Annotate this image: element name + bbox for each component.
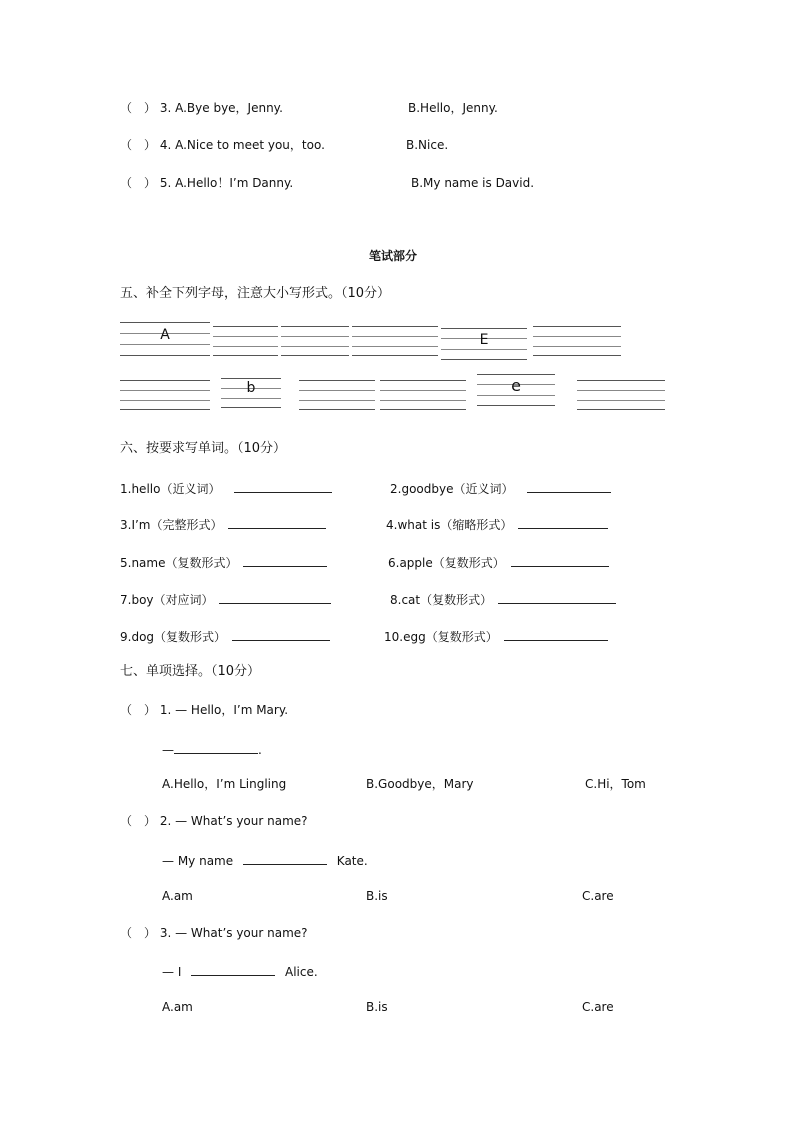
letter-box-2-4[interactable] <box>380 380 466 410</box>
answer-blank[interactable] <box>219 590 331 604</box>
letter-E: E <box>479 332 489 348</box>
listening-item-5-option-b: B.My name is David. <box>411 176 535 190</box>
word-item-2: 2.goodbye（近义词） <box>390 479 611 497</box>
mc-question-1-option-b: B.Goodbye，Mary <box>366 777 474 791</box>
answer-bracket[interactable]: （ ） <box>120 176 157 190</box>
mc-question-1-option-c: C.Hi，Tom <box>585 777 646 791</box>
letter-box-2-5[interactable] <box>477 374 555 406</box>
option-a: 4. A.Nice to meet you，too. <box>159 138 325 152</box>
letter-box-1-1[interactable] <box>120 322 210 356</box>
listening-item-3-option-b: B.Hello，Jenny. <box>408 101 498 115</box>
answer-bracket[interactable]: （ ） <box>120 138 157 152</box>
mc-question-2-option-c: C.are <box>582 889 614 903</box>
mc-question-1: （ ） 1. — Hello，I’m Mary. <box>120 703 289 717</box>
mc-question-3-reply: — I Alice. <box>162 962 318 980</box>
mc-question-2: （ ） 2. — What’s your name? <box>120 814 308 828</box>
answer-blank[interactable] <box>174 740 258 754</box>
option-a: 5. A.Hello！I’m Danny. <box>159 176 294 190</box>
letter-e: e <box>511 376 521 395</box>
letter-box-1-6[interactable] <box>533 326 621 356</box>
option-a: 3. A.Bye bye，Jenny. <box>159 101 283 115</box>
mc-question-2-reply: — My name Kate. <box>162 851 368 869</box>
letter-box-1-3[interactable] <box>281 326 349 356</box>
mc-question-3-option-c: C.are <box>582 1000 614 1014</box>
listening-item-4 <box>120 137 325 153</box>
mc-question-3-option-b: B.is <box>366 1000 388 1014</box>
answer-blank[interactable] <box>511 553 609 567</box>
word-item-7: 7.boy（对应词） <box>120 590 331 608</box>
listening-item-3 <box>120 100 283 116</box>
answer-bracket[interactable]: （ ） <box>120 926 157 940</box>
letter-A: A <box>160 327 170 343</box>
listening-item-4-option-b: B.Nice. <box>406 138 449 152</box>
letter-box-2-2[interactable] <box>221 378 281 408</box>
word-item-3: 3.I’m（完整形式） <box>120 515 326 533</box>
letter-box-1-5[interactable] <box>441 328 527 360</box>
mc-question-3: （ ） 3. — What’s your name? <box>120 926 308 940</box>
word-item-9: 9.dog（复数形式） <box>120 627 330 645</box>
letter-box-2-6[interactable] <box>577 380 665 410</box>
word-item-4: 4.what is（缩略形式） <box>386 515 608 533</box>
answer-bracket[interactable]: （ ） <box>120 703 157 717</box>
answer-bracket[interactable]: （ ） <box>120 814 157 828</box>
letter-box-2-1[interactable] <box>120 380 210 410</box>
answer-blank[interactable] <box>527 479 611 493</box>
letter-box-1-2[interactable] <box>213 326 278 356</box>
letter-box-1-4[interactable] <box>352 326 438 356</box>
word-item-10: 10.egg（复数形式） <box>384 627 608 645</box>
section5-heading: 五、补全下列字母，注意大小写形式。（10分） <box>120 286 391 301</box>
section7-heading: 七、单项选择。（10分） <box>120 664 261 679</box>
word-item-6: 6.apple（复数形式） <box>388 553 609 571</box>
answer-blank[interactable] <box>234 479 332 493</box>
answer-blank[interactable] <box>228 515 326 529</box>
word-item-5: 5.name（复数形式） <box>120 553 327 571</box>
letter-b: b <box>246 380 256 396</box>
answer-blank[interactable] <box>518 515 608 529</box>
mc-question-3-option-a: A.am <box>162 1000 193 1014</box>
section6-heading: 六、按要求写单词。（10分） <box>120 441 287 456</box>
letter-box-2-3[interactable] <box>299 380 375 410</box>
answer-blank[interactable] <box>243 553 327 567</box>
answer-blank[interactable] <box>232 627 330 641</box>
answer-blank[interactable] <box>243 851 327 865</box>
answer-blank[interactable] <box>504 627 608 641</box>
listening-item-5 <box>120 175 293 191</box>
answer-bracket[interactable]: （ ） <box>120 101 157 115</box>
mc-question-1-option-a: A.Hello，I’m Lingling <box>162 777 287 791</box>
word-item-8: 8.cat（复数形式） <box>390 590 616 608</box>
mc-question-2-option-a: A.am <box>162 889 193 903</box>
word-item-1: 1.hello（近义词） <box>120 479 332 497</box>
mc-question-1-reply: — . <box>162 740 262 758</box>
written-part-title: 笔试部分 <box>369 249 418 263</box>
answer-blank[interactable] <box>191 962 275 976</box>
answer-blank[interactable] <box>498 590 616 604</box>
mc-question-2-option-b: B.is <box>366 889 388 903</box>
